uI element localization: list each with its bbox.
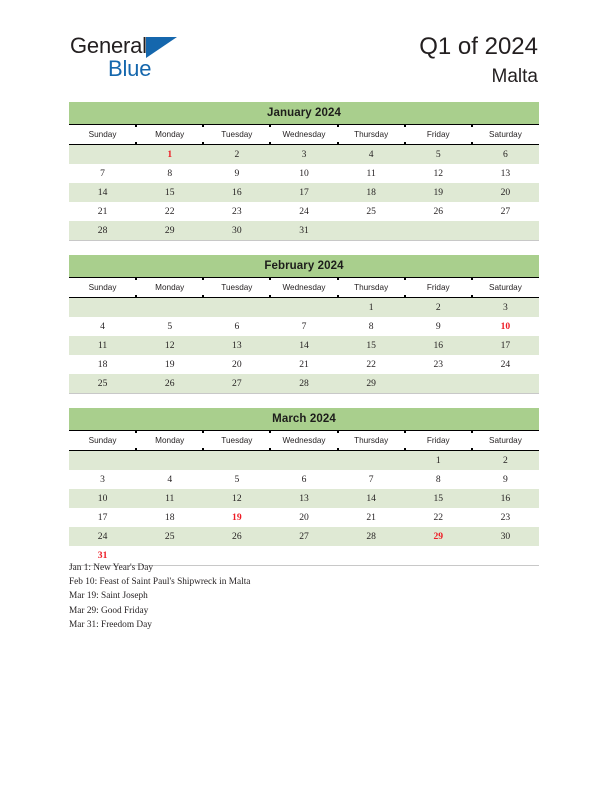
day-cell[interactable]: 8 — [167, 168, 173, 179]
day-cell[interactable]: 15 — [338, 336, 405, 355]
day-cell[interactable]: 26 — [136, 374, 203, 394]
week-row — [69, 145, 539, 165]
week-row — [69, 451, 539, 471]
day-cell[interactable]: 9 — [234, 168, 240, 179]
legend-item: Mar 29: Good Friday — [69, 605, 149, 616]
day-cell-empty — [136, 451, 203, 471]
day-cell[interactable]: 3 — [270, 145, 337, 165]
logo-text-blue: Blue — [108, 56, 152, 81]
day-cell-empty — [270, 451, 337, 471]
week-row — [69, 202, 539, 221]
title-block — [419, 32, 538, 90]
day-cell[interactable]: 17 — [472, 336, 539, 355]
day-cell[interactable]: 19 — [405, 183, 472, 202]
day-cell[interactable]: 26 — [203, 527, 270, 546]
weekday-header-wednesday: Wednesday — [270, 431, 337, 451]
weekday-header-wednesday: Wednesday — [270, 125, 337, 145]
day-cell[interactable]: 22 — [433, 512, 444, 523]
day-cell[interactable]: 23 — [232, 206, 242, 217]
day-cell[interactable]: 10 — [69, 489, 136, 508]
month-block-february — [69, 255, 539, 394]
day-cell[interactable]: 30 — [472, 527, 539, 546]
day-cell[interactable]: 14 — [338, 489, 405, 508]
day-cell[interactable]: 14 — [69, 183, 136, 202]
day-cell-holiday[interactable]: 1 — [136, 145, 203, 165]
day-cell[interactable]: 28 — [270, 374, 337, 394]
weekday-header-row — [69, 431, 539, 451]
day-cell[interactable]: 3 — [472, 298, 539, 318]
month-title: January 2024 — [69, 102, 539, 124]
day-cell-empty — [203, 451, 270, 471]
weekday-header-tuesday: Tuesday — [203, 278, 270, 298]
weekday-header-monday: Monday — [136, 431, 203, 451]
day-cell-empty — [270, 298, 337, 318]
day-cell[interactable]: 27 — [500, 206, 511, 217]
weekday-header-thursday: Thursday — [338, 278, 405, 298]
day-cell[interactable]: 2 — [405, 298, 472, 318]
day-cell-holiday[interactable]: 31 — [69, 546, 136, 566]
calendar-body — [69, 298, 539, 394]
day-cell[interactable]: 7 — [301, 321, 307, 332]
day-cell[interactable]: 21 — [97, 206, 108, 217]
calendar-table-february — [69, 277, 539, 394]
day-cell-empty — [69, 298, 136, 318]
day-cell[interactable]: 13 — [203, 336, 270, 355]
country-subtitle: Malta — [491, 66, 538, 87]
day-cell[interactable]: 20 — [232, 359, 242, 370]
day-cell[interactable]: 6 — [234, 321, 240, 332]
day-cell[interactable]: 11 — [366, 168, 376, 179]
legend-item: Feb 10: Feast of Saint Paul's Shipwreck in Malta — [69, 577, 251, 588]
day-cell[interactable]: 14 — [270, 336, 337, 355]
legend-item: Mar 19: Saint Joseph — [69, 591, 148, 602]
day-cell[interactable]: 7 — [100, 168, 105, 179]
day-cell-empty — [136, 298, 203, 318]
legend-item: Mar 31: Freedom Day — [69, 619, 152, 630]
week-row — [69, 183, 539, 202]
week-row — [69, 470, 539, 489]
day-cell[interactable]: 10 — [299, 168, 309, 179]
weekday-header-sunday: Sunday — [69, 278, 136, 298]
weekday-header-saturday: Saturday — [472, 431, 539, 451]
day-cell[interactable]: 30 — [203, 221, 270, 241]
day-cell[interactable]: 13 — [270, 489, 337, 508]
day-cell[interactable]: 25 — [366, 206, 376, 217]
month-title: March 2024 — [69, 408, 539, 430]
weekday-header-tuesday: Tuesday — [203, 125, 270, 145]
day-cell[interactable]: 29 — [338, 374, 405, 394]
weekday-header-sunday: Sunday — [69, 431, 136, 451]
page-header — [0, 0, 612, 100]
day-cell[interactable]: 5 — [167, 321, 173, 332]
day-cell[interactable]: 1 — [338, 298, 405, 318]
day-cell-empty — [69, 145, 136, 165]
day-cell[interactable]: 17 — [97, 512, 108, 523]
calendar-table-march — [69, 430, 539, 566]
week-row — [69, 298, 539, 318]
day-cell[interactable]: 18 — [338, 183, 405, 202]
day-cell[interactable]: 17 — [270, 183, 337, 202]
day-cell[interactable]: 25 — [136, 527, 203, 546]
day-cell[interactable]: 19 — [164, 359, 175, 370]
day-cell[interactable]: 22 — [164, 206, 175, 217]
month-title: February 2024 — [69, 255, 539, 277]
day-cell[interactable]: 15 — [405, 489, 472, 508]
day-cell[interactable]: 18 — [164, 512, 175, 523]
day-cell[interactable]: 11 — [69, 336, 136, 355]
day-cell[interactable]: 8 — [368, 321, 374, 332]
day-cell-empty — [338, 221, 405, 241]
month-block-march — [69, 408, 539, 566]
day-cell[interactable]: 4 — [100, 321, 105, 332]
day-cell[interactable]: 25 — [69, 374, 136, 394]
calendar-body — [69, 145, 539, 241]
day-cell[interactable]: 24 — [69, 527, 136, 546]
day-cell[interactable]: 4 — [338, 145, 405, 165]
day-cell[interactable]: 27 — [203, 374, 270, 394]
triangle-right-icon — [146, 37, 177, 58]
weekday-header-monday: Monday — [136, 278, 203, 298]
day-cell[interactable]: 24 — [500, 359, 511, 370]
weekday-header-tuesday: Tuesday — [203, 431, 270, 451]
week-row — [69, 374, 539, 394]
month-block-january — [69, 102, 539, 241]
day-cell[interactable]: 16 — [472, 489, 539, 508]
day-cell[interactable]: 23 — [433, 359, 444, 370]
day-cell[interactable]: 4 — [167, 474, 173, 485]
day-cell[interactable]: 27 — [270, 527, 337, 546]
page-title: Q1 of 2024 — [419, 33, 538, 60]
weekday-header-row — [69, 278, 539, 298]
day-cell-empty — [472, 374, 539, 394]
day-cell[interactable]: 31 — [270, 221, 337, 241]
day-cell-holiday[interactable]: 29 — [405, 527, 472, 546]
legend-item: Jan 1: New Year's Day — [69, 563, 154, 573]
weekday-header-row — [69, 125, 539, 145]
day-cell[interactable]: 16 — [405, 336, 472, 355]
week-row — [69, 355, 539, 374]
day-cell[interactable]: 5 — [405, 145, 472, 165]
day-cell[interactable]: 12 — [136, 336, 203, 355]
day-cell[interactable]: 13 — [500, 168, 511, 179]
day-cell[interactable]: 22 — [366, 359, 376, 370]
day-cell[interactable]: 21 — [366, 512, 376, 523]
week-row — [69, 317, 539, 336]
day-cell[interactable]: 1 — [405, 451, 472, 471]
day-cell[interactable]: 16 — [203, 183, 270, 202]
logo-text-general: General — [70, 33, 147, 58]
week-row — [69, 489, 539, 508]
day-cell[interactable]: 28 — [338, 527, 405, 546]
day-cell[interactable]: 2 — [203, 145, 270, 165]
day-cell[interactable]: 7 — [368, 474, 374, 485]
day-cell[interactable]: 20 — [299, 512, 309, 523]
weekday-header-saturday: Saturday — [472, 125, 539, 145]
day-cell-empty — [405, 221, 472, 241]
calendar-body — [69, 451, 539, 566]
day-cell-empty — [472, 221, 539, 241]
day-cell[interactable]: 26 — [433, 206, 444, 217]
day-cell-empty — [203, 298, 270, 318]
weekday-header-wednesday: Wednesday — [270, 278, 337, 298]
day-cell[interactable]: 9 — [435, 321, 441, 332]
day-cell[interactable]: 23 — [500, 512, 511, 523]
day-cell[interactable]: 9 — [503, 474, 508, 485]
calendar-table-january — [69, 124, 539, 241]
day-cell-empty — [338, 451, 405, 471]
weekday-header-sunday: Sunday — [69, 125, 136, 145]
day-cell-holiday[interactable]: 10 — [500, 321, 511, 332]
day-cell[interactable]: 12 — [203, 489, 270, 508]
day-cell[interactable]: 15 — [136, 183, 203, 202]
holiday-legend — [69, 561, 529, 632]
week-row — [69, 527, 539, 546]
weekday-header-thursday: Thursday — [338, 431, 405, 451]
day-cell-empty — [69, 451, 136, 471]
day-cell[interactable]: 29 — [136, 221, 203, 241]
day-cell[interactable]: 18 — [97, 359, 108, 370]
day-cell[interactable]: 21 — [299, 359, 309, 370]
weekday-header-friday: Friday — [405, 431, 472, 451]
day-cell-holiday[interactable]: 19 — [232, 512, 242, 523]
day-cell[interactable]: 12 — [433, 168, 444, 179]
week-row — [69, 164, 539, 183]
day-cell[interactable]: 8 — [435, 474, 441, 485]
weekday-header-friday: Friday — [405, 278, 472, 298]
weekday-header-thursday: Thursday — [338, 125, 405, 145]
day-cell[interactable]: 6 — [301, 474, 307, 485]
weekday-header-saturday: Saturday — [472, 278, 539, 298]
day-cell[interactable]: 3 — [100, 474, 105, 485]
day-cell-empty — [405, 374, 472, 394]
day-cell[interactable]: 28 — [69, 221, 136, 241]
day-cell[interactable]: 20 — [472, 183, 539, 202]
week-row — [69, 221, 539, 241]
general-blue-logo — [70, 33, 270, 89]
week-row — [69, 508, 539, 527]
week-row — [69, 336, 539, 355]
day-cell[interactable]: 2 — [472, 451, 539, 471]
day-cell[interactable]: 6 — [472, 145, 539, 165]
day-cell[interactable]: 5 — [234, 474, 240, 485]
day-cell[interactable]: 11 — [136, 489, 203, 508]
weekday-header-friday: Friday — [405, 125, 472, 145]
day-cell[interactable]: 24 — [299, 206, 309, 217]
weekday-header-monday: Monday — [136, 125, 203, 145]
